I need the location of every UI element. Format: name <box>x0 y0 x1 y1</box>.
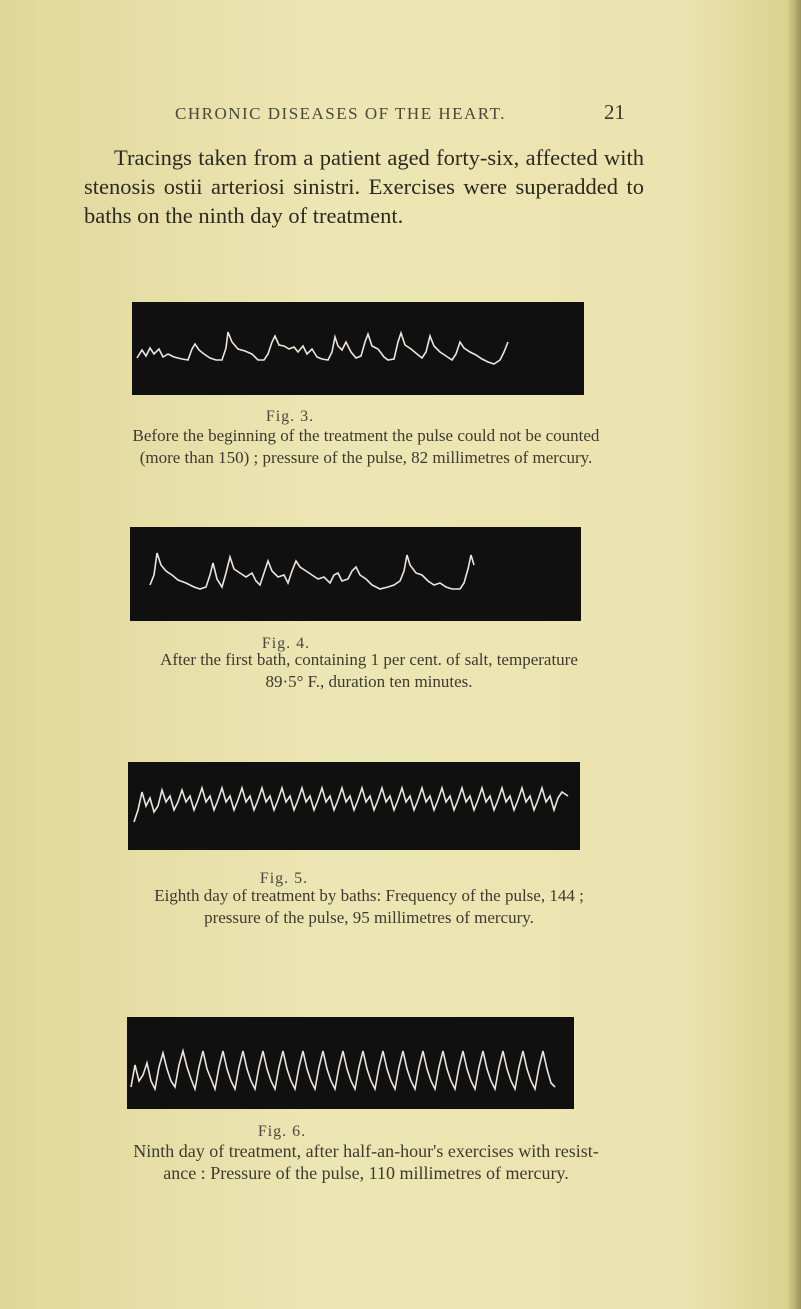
fig3-pulse-tracing <box>132 302 584 395</box>
page-edge-shadow <box>787 0 801 1309</box>
running-head: CHRONIC DISEASES OF THE HEART. <box>175 104 506 123</box>
fig3-caption-line-2: (more than 150) ; pressure of the pulse, 82 millimetres of mercury. <box>139 448 593 467</box>
fig6-pulse-tracing <box>127 1017 574 1109</box>
fig6-caption-line-2: ance : Pressure of the pulse, 110 millimetres of mercury. <box>163 1163 569 1183</box>
fig5-label: Fig. 5. <box>259 870 309 887</box>
fig6-tracing-graphic <box>127 1017 574 1109</box>
fig5-tracing-graphic <box>128 762 580 850</box>
fig5-caption-line-1: Eighth day of treatment by baths: Frequency of the pulse, 144 ; <box>154 886 584 905</box>
fig5-caption <box>64 885 674 929</box>
fig6-caption <box>56 1140 676 1184</box>
intro-text: Tracings taken from a patient aged forty-six, affected with stenosis ostii arteriosi sinistri. Exercises were superadded to baths on the ninth day of treatment. <box>84 145 644 228</box>
fig6-caption-line-1: Ninth day of treatment, after half-an-hour's exercises with resist- <box>133 1141 599 1161</box>
fig4-label: Fig. 4. <box>261 635 311 652</box>
fig4-caption-line-2: 89·5° F., duration ten minutes. <box>265 672 473 691</box>
fig3-label: Fig. 3. <box>265 408 315 425</box>
fig3-tracing-graphic <box>132 302 584 395</box>
fig4-caption <box>64 649 674 693</box>
intro-paragraph <box>84 143 644 230</box>
fig4-caption-line-1: After the first bath, containing 1 per cent. of salt, temperature <box>160 650 578 669</box>
fig4-pulse-tracing <box>130 527 581 621</box>
fig5-caption-line-2: pressure of the pulse, 95 millimetres of mercury. <box>204 908 534 927</box>
fig3-caption-line-1: Before the beginning of the treatment the pulse could not be counted <box>132 426 600 445</box>
fig4-tracing-graphic <box>130 527 581 621</box>
fig5-pulse-tracing <box>128 762 580 850</box>
fig3-caption <box>66 425 666 469</box>
fig6-label: Fig. 6. <box>257 1123 307 1140</box>
page-number: 21 <box>604 100 625 124</box>
